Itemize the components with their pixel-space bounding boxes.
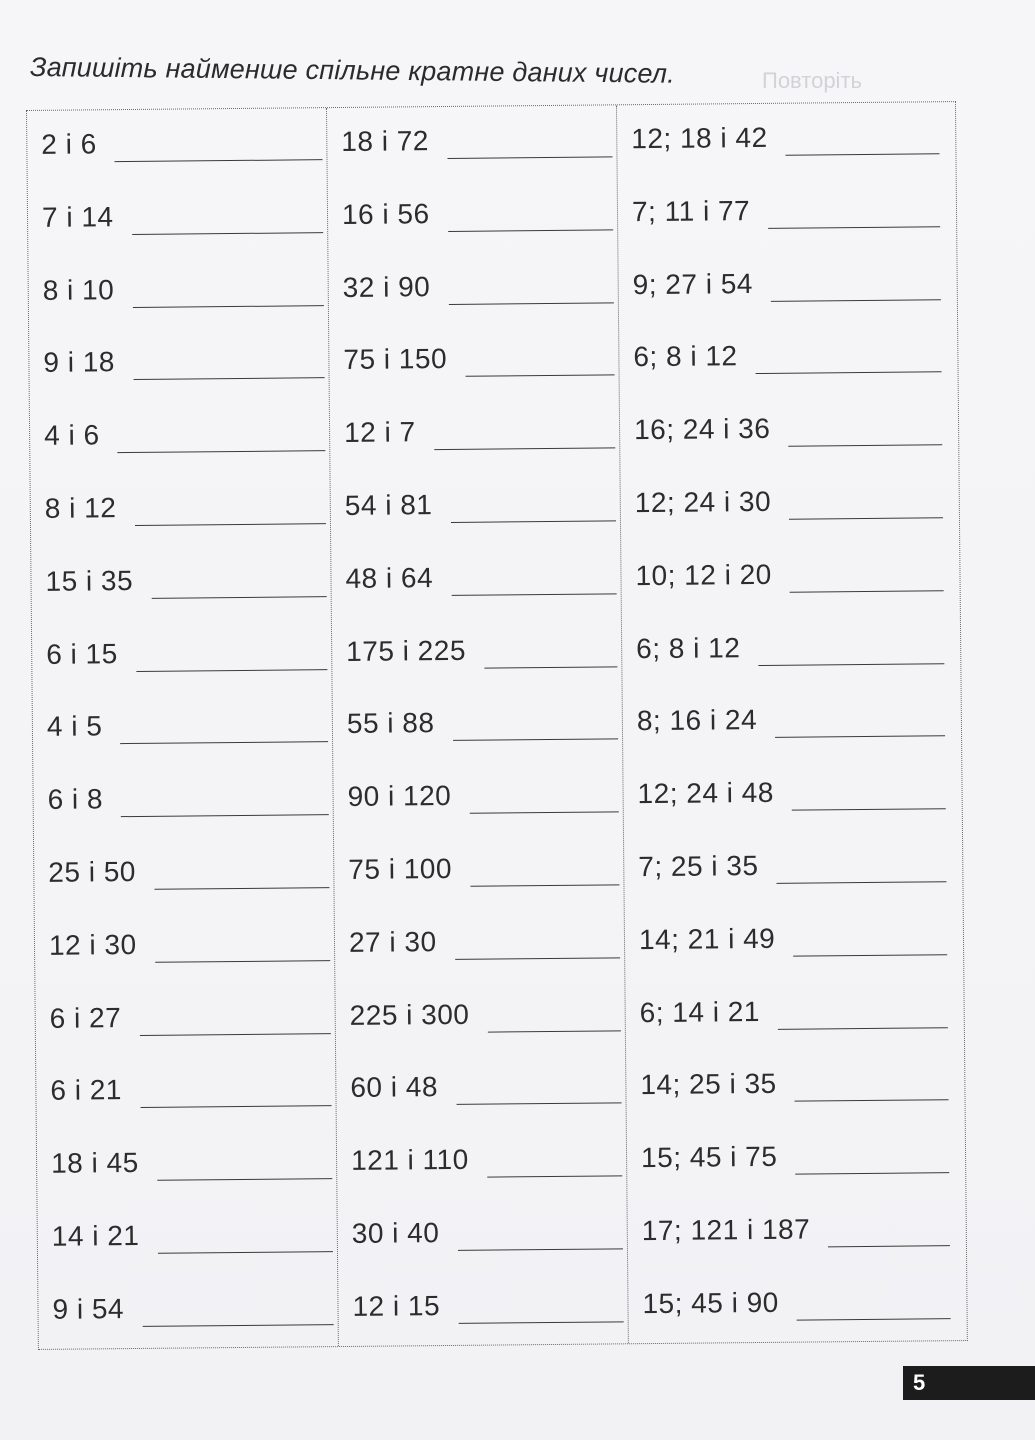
- exercise-row: [32, 632, 331, 675]
- exercise-row: [623, 698, 963, 741]
- answer-blank[interactable]: [771, 299, 941, 302]
- answer-blank[interactable]: [776, 881, 946, 884]
- answer-blank[interactable]: [453, 739, 618, 742]
- exercise-row: [331, 483, 620, 526]
- exercise-row: [338, 1284, 627, 1327]
- answer-blank[interactable]: [775, 736, 945, 739]
- answer-blank[interactable]: [792, 808, 946, 810]
- answer-blank[interactable]: [141, 1106, 332, 1109]
- exercise-expression: 12 і 7: [343, 416, 416, 449]
- answer-blank[interactable]: [458, 1248, 623, 1251]
- exercise-row: [625, 917, 965, 960]
- exercise-row: [31, 486, 330, 529]
- answer-blank[interactable]: [828, 1245, 950, 1247]
- exercise-row: [619, 262, 959, 305]
- answer-blank[interactable]: [155, 960, 330, 963]
- exercise-row: [624, 844, 964, 887]
- exercise-row: [618, 189, 958, 232]
- answer-blank[interactable]: [452, 593, 617, 596]
- exercise-row: [337, 1138, 626, 1181]
- exercise-row: [27, 122, 326, 165]
- exercise-row: [329, 338, 618, 381]
- answer-blank[interactable]: [795, 1172, 949, 1174]
- exercise-row: [330, 411, 619, 454]
- exercise-grid: [26, 101, 968, 1350]
- exercise-row: [617, 116, 957, 159]
- exercise-expression: 4 і 5: [46, 710, 103, 743]
- exercise-expression: 6 і 27: [49, 1001, 122, 1034]
- exercise-expression: 15 і 35: [45, 564, 134, 597]
- exercise-row: [623, 771, 963, 814]
- answer-blank[interactable]: [143, 1324, 334, 1327]
- exercise-expression: 32 і 90: [342, 270, 431, 303]
- exercise-row: [28, 195, 327, 238]
- exercise-row: [328, 192, 617, 235]
- answer-blank[interactable]: [434, 448, 615, 451]
- answer-blank[interactable]: [157, 1178, 332, 1181]
- exercise-expression: 8; 16 і 24: [636, 704, 758, 737]
- answer-blank[interactable]: [758, 663, 944, 666]
- answer-blank[interactable]: [797, 1318, 951, 1320]
- answer-blank[interactable]: [136, 669, 327, 672]
- exercise-row: [621, 553, 961, 596]
- exercise-expression: 75 і 100: [348, 852, 453, 885]
- answer-blank[interactable]: [768, 226, 940, 229]
- exercise-expression: 6 і 15: [46, 637, 118, 670]
- exercise-expression: 6 і 21: [50, 1074, 123, 1107]
- answer-blank[interactable]: [756, 372, 942, 375]
- exercise-row: [334, 847, 623, 890]
- exercise-row: [38, 1287, 337, 1330]
- exercise-row: [36, 996, 335, 1039]
- exercise-expression: 9; 27 і 54: [632, 267, 754, 300]
- answer-blank[interactable]: [778, 1027, 948, 1030]
- exercise-expression: 90 і 120: [347, 780, 452, 813]
- exercise-row: [622, 626, 962, 669]
- exercise-expression: 14; 21 і 49: [638, 922, 776, 955]
- exercise-expression: 30 і 40: [351, 1217, 440, 1249]
- exercise-row: [329, 265, 618, 308]
- exercise-row: [29, 341, 328, 384]
- exercise-row: [34, 850, 333, 893]
- exercise-row: [33, 704, 332, 747]
- exercise-expression: 7; 25 і 35: [638, 850, 759, 883]
- bleed-through-heading: Повторіть: [762, 68, 862, 93]
- exercise-expression: 14 і 21: [51, 1219, 140, 1252]
- exercise-row: [628, 1208, 968, 1251]
- exercise-expression: 27 і 30: [348, 925, 437, 958]
- answer-blank[interactable]: [789, 517, 943, 519]
- answer-blank[interactable]: [795, 1100, 949, 1102]
- answer-blank[interactable]: [152, 596, 327, 599]
- exercise-expression: 17; 121 і 187: [641, 1213, 811, 1247]
- answer-blank[interactable]: [790, 590, 944, 592]
- exercise-expression: 4 і 6: [43, 419, 100, 452]
- exercise-row: [332, 629, 621, 672]
- exercise-expression: 12 і 30: [48, 928, 137, 961]
- exercise-expression: 60 і 48: [350, 1071, 439, 1104]
- exercise-row: [37, 1141, 336, 1184]
- exercise-expression: 16; 24 і 36: [633, 413, 771, 446]
- exercise-expression: 9 і 18: [43, 346, 116, 379]
- answer-blank[interactable]: [154, 887, 329, 890]
- answer-blank[interactable]: [785, 153, 939, 155]
- answer-blank[interactable]: [466, 375, 615, 377]
- exercise-row: [621, 480, 961, 523]
- exercise-expression: 8 і 10: [42, 273, 115, 306]
- exercise-row: [327, 119, 616, 162]
- exercise-expression: 225 і 300: [349, 998, 470, 1031]
- exercise-expression: 121 і 110: [350, 1143, 469, 1177]
- page-number-tab: [903, 1366, 1035, 1400]
- answer-blank[interactable]: [788, 444, 942, 446]
- exercise-row: [338, 1211, 627, 1254]
- exercise-expression: 12; 24 і 48: [637, 777, 775, 810]
- exercise-row: [38, 1214, 337, 1257]
- exercise-expression: 15; 45 і 90: [642, 1286, 779, 1319]
- exercise-row: [29, 268, 328, 311]
- answer-blank[interactable]: [132, 232, 323, 235]
- exercise-expression: 15; 45 і 75: [640, 1141, 778, 1174]
- answer-blank[interactable]: [158, 1251, 333, 1254]
- exercise-expression: 48 і 64: [345, 561, 434, 594]
- task-instruction: Запишіть найменше спільне кратне даних чисел.: [29, 52, 676, 89]
- exercise-expression: 8 і 12: [44, 492, 117, 524]
- answer-blank[interactable]: [448, 229, 613, 232]
- exercise-expression: 55 і 88: [346, 707, 435, 740]
- answer-blank[interactable]: [134, 378, 325, 381]
- exercise-row: [335, 920, 624, 963]
- answer-blank[interactable]: [121, 814, 329, 817]
- exercise-row: [619, 334, 959, 377]
- answer-blank[interactable]: [120, 742, 328, 745]
- answer-blank[interactable]: [114, 159, 322, 162]
- column-1: [27, 108, 339, 1349]
- exercise-row: [30, 413, 329, 456]
- exercise-expression: 2 і 6: [41, 128, 97, 160]
- answer-blank[interactable]: [470, 884, 619, 886]
- exercise-row: [31, 559, 330, 602]
- exercise-row: [35, 923, 334, 966]
- answer-blank[interactable]: [455, 957, 620, 960]
- exercise-expression: 18 і 72: [341, 125, 430, 157]
- exercise-expression: 7 і 14: [41, 200, 114, 233]
- answer-blank[interactable]: [117, 450, 325, 453]
- exercise-expression: 9 і 54: [52, 1292, 125, 1325]
- answer-blank[interactable]: [447, 156, 612, 159]
- exercise-row: [33, 777, 332, 820]
- answer-blank[interactable]: [133, 305, 324, 308]
- answer-blank[interactable]: [449, 302, 614, 305]
- exercise-row: [331, 556, 620, 599]
- answer-blank[interactable]: [488, 1030, 621, 1032]
- exercise-expression: 7; 11 і 77: [631, 194, 751, 227]
- answer-blank[interactable]: [140, 1033, 331, 1036]
- exercise-expression: 25 і 50: [48, 855, 137, 888]
- exercise-expression: 75 і 150: [343, 343, 448, 376]
- exercise-row: [36, 1068, 335, 1111]
- answer-blank[interactable]: [135, 523, 326, 526]
- exercise-expression: 6; 14 і 21: [639, 995, 761, 1028]
- answer-blank[interactable]: [487, 1176, 622, 1178]
- exercise-row: [628, 1281, 968, 1324]
- exercise-row: [333, 774, 622, 817]
- answer-blank[interactable]: [470, 812, 619, 814]
- exercise-expression: 10; 12 і 20: [635, 558, 772, 591]
- exercise-row: [626, 1062, 966, 1105]
- exercise-expression: 54 і 81: [344, 489, 433, 521]
- exercise-expression: 6 і 8: [47, 783, 104, 816]
- answer-blank[interactable]: [484, 666, 617, 668]
- exercise-row: [336, 1066, 625, 1109]
- exercise-expression: 14; 25 і 35: [640, 1068, 777, 1101]
- exercise-expression: 6; 8 і 12: [633, 340, 738, 373]
- exercise-row: [336, 993, 625, 1036]
- exercise-expression: 12; 24 і 30: [634, 485, 772, 519]
- exercise-row: [620, 407, 960, 450]
- exercise-expression: 6; 8 і 12: [636, 631, 741, 664]
- exercise-expression: 12 і 15: [352, 1289, 441, 1322]
- answer-blank[interactable]: [451, 520, 616, 523]
- column-3: [617, 102, 969, 1343]
- exercise-expression: 16 і 56: [341, 197, 430, 230]
- answer-blank[interactable]: [457, 1103, 622, 1106]
- column-2: [327, 105, 629, 1346]
- exercise-expression: 12; 18 і 42: [631, 121, 768, 155]
- answer-blank[interactable]: [459, 1321, 624, 1324]
- exercise-row: [627, 1135, 967, 1178]
- answer-blank[interactable]: [793, 954, 947, 956]
- exercise-expression: 175 і 225: [346, 634, 467, 667]
- exercise-expression: 18 і 45: [50, 1147, 139, 1179]
- exercise-row: [333, 702, 622, 745]
- page-number: 5: [913, 1370, 926, 1395]
- exercise-row: [626, 990, 966, 1033]
